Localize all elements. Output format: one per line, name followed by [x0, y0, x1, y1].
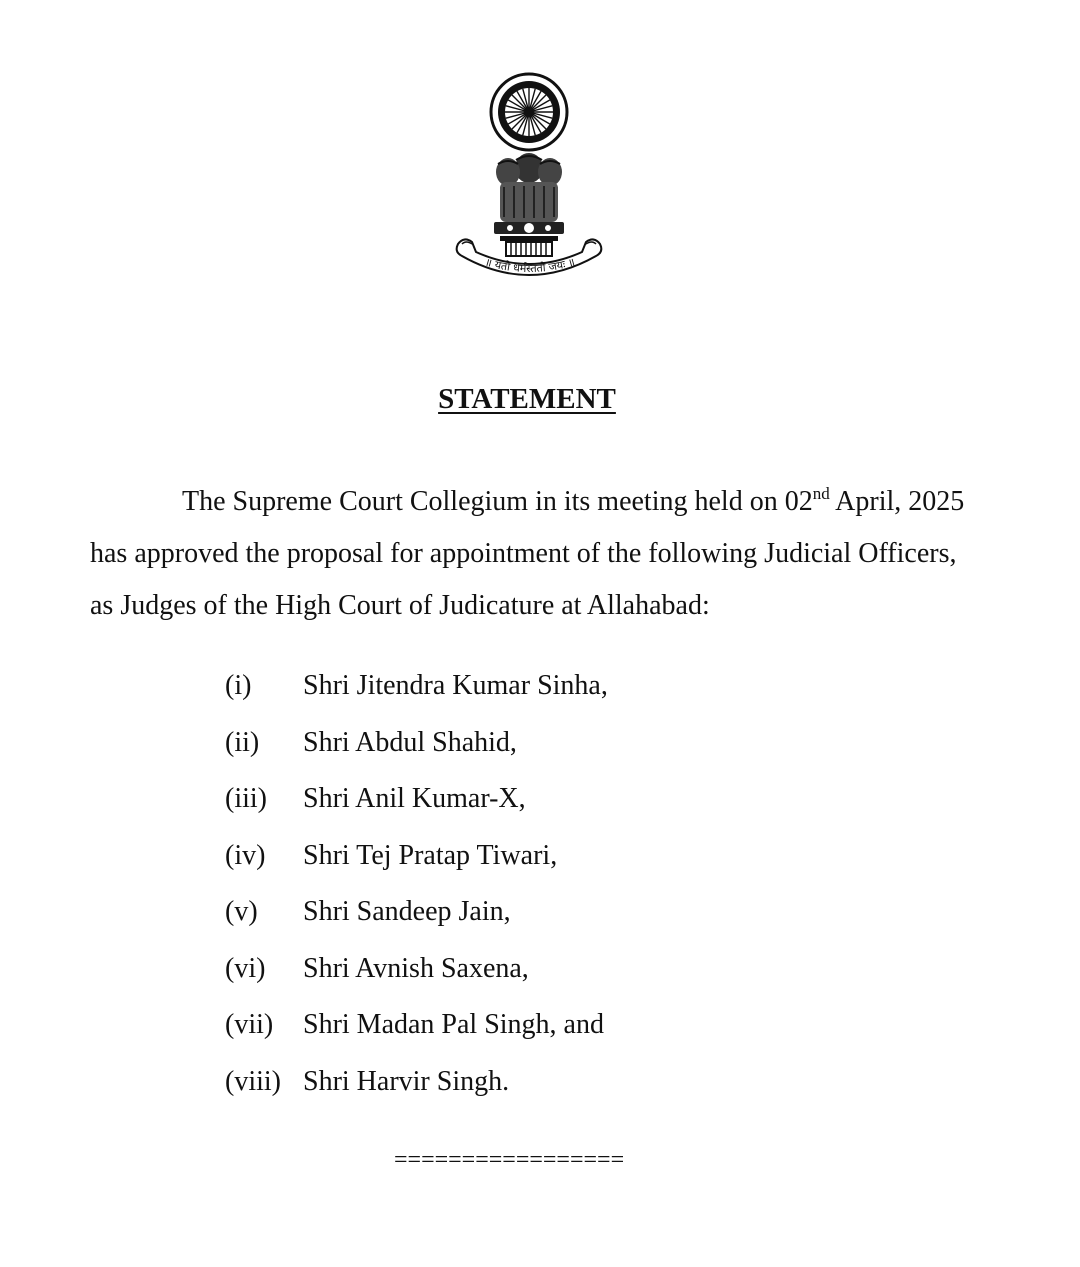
paragraph-line-1-suffix: April, 2025	[829, 486, 965, 517]
list-item	[225, 888, 608, 945]
list-item-number: (vii)	[225, 1009, 274, 1040]
list-item-name: Shri Madan Pal Singh, and	[303, 1009, 604, 1040]
list-item-name: Shri Harvir Singh.	[303, 1065, 510, 1097]
dharma-chakra-icon	[491, 74, 567, 150]
list-item	[225, 719, 608, 776]
list-item-number: (viii)	[225, 1065, 281, 1097]
list-item-name: Shri Sandeep Jain,	[303, 896, 511, 927]
list-item-number: (v)	[225, 896, 258, 927]
list-item	[225, 1058, 608, 1115]
list-item-name: Shri Jitendra Kumar Sinha,	[303, 670, 608, 701]
list-item-number: (vi)	[225, 952, 266, 984]
supreme-court-emblem-icon	[448, 72, 610, 288]
paragraph-line-1-prefix: The Supreme Court Collegium in its meeting held on 02	[182, 486, 813, 517]
statement-paragraph	[90, 476, 1034, 632]
list-item	[225, 1001, 608, 1058]
judges-list	[225, 662, 608, 1114]
list-item-number: (ii)	[225, 726, 260, 758]
lion-capital-icon	[494, 153, 564, 256]
paragraph-line-2: has approved the proposal for appointment of the following Judicial Officers,	[90, 538, 957, 569]
list-item-name: Shri Abdul Shahid,	[303, 726, 517, 758]
paragraph-line-1	[90, 476, 1034, 528]
list-item-name: Shri Tej Pratap Tiwari,	[303, 839, 558, 871]
paragraph-line-3: as Judges of the High Court of Judicature at Allahabad:	[90, 590, 710, 621]
document-title: STATEMENT	[438, 383, 616, 415]
list-item	[225, 945, 608, 1002]
list-item-number: (iv)	[225, 839, 266, 871]
list-item-number: (iii)	[225, 783, 267, 814]
list-item	[225, 662, 608, 719]
list-item-number: (i)	[225, 670, 252, 701]
list-item	[225, 832, 608, 889]
list-item-name: Shri Anil Kumar-X,	[303, 783, 526, 814]
end-of-document-rule: =================	[394, 1147, 625, 1173]
svg-text:॥ यतो धर्मस्ततो जयः ॥	[484, 255, 577, 275]
list-item	[225, 775, 608, 832]
motto-text: ॥ यतो धर्मस्ततो जयः ॥	[483, 255, 577, 276]
list-item-name: Shri Avnish Saxena,	[303, 952, 529, 984]
date-ordinal-suffix: nd	[812, 484, 830, 503]
